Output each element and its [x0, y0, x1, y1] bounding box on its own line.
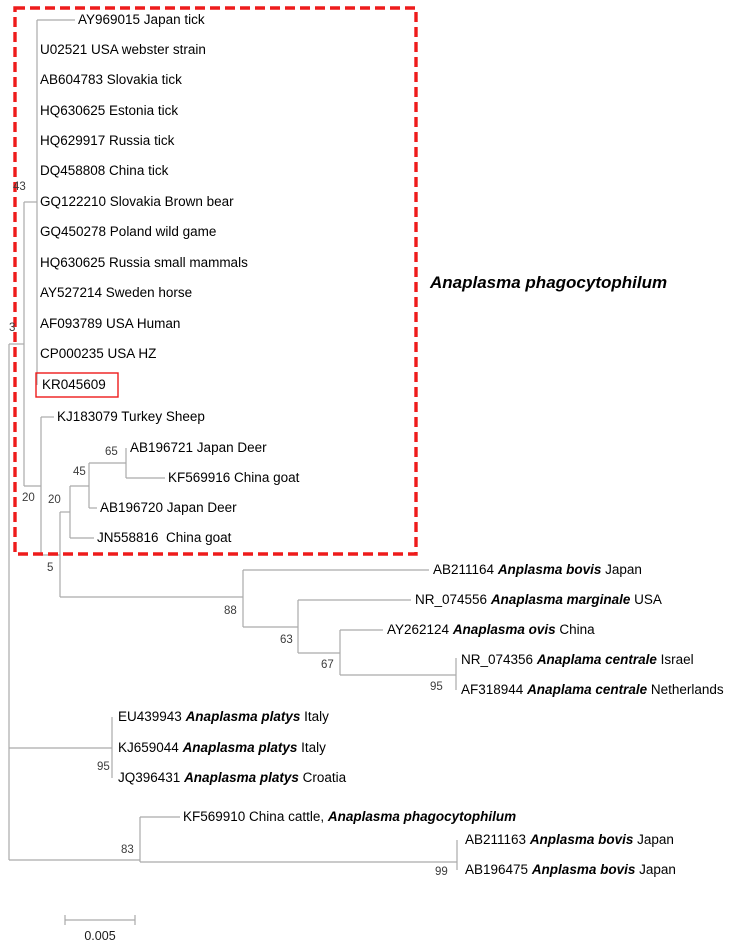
accession-text: AY527214 Sweden horse — [40, 285, 193, 300]
species-name: Anaplama centrale — [536, 652, 657, 667]
bootstrap-value: 65 — [105, 446, 118, 458]
taxon-label — [42, 375, 106, 395]
taxon-label — [387, 620, 595, 640]
accession-text: HQ630625 Russia small mammals — [40, 255, 248, 270]
species-name: Anaplasma platys — [185, 709, 301, 724]
accession-text: NR_074356 — [461, 652, 537, 667]
accession-text: AY969015 Japan tick — [78, 12, 205, 27]
accession-text: JN558816 China goat — [97, 530, 232, 545]
accession-text: GQ122210 Slovakia Brown bear — [40, 194, 234, 209]
accession-text: Netherlands — [647, 682, 724, 697]
taxon-label — [40, 70, 182, 90]
accession-text: U02521 USA webster strain — [40, 42, 206, 57]
taxon-label — [78, 10, 205, 30]
species-name: Anaplasma marginale — [490, 592, 631, 607]
taxon-label — [40, 314, 180, 334]
taxon-label — [465, 860, 676, 880]
bootstrap-value: 63 — [280, 634, 293, 646]
accession-text: USA — [630, 592, 662, 607]
accession-text: AB196720 Japan Deer — [100, 500, 237, 515]
accession-text: KR045609 — [42, 377, 106, 392]
taxon-label — [40, 40, 206, 60]
bootstrap-value: 20 — [22, 492, 35, 504]
bootstrap-value: 83 — [121, 844, 134, 856]
accession-text: AF093789 USA Human — [40, 316, 181, 331]
accession-text: KJ183079 Turkey Sheep — [57, 409, 205, 424]
taxon-label — [40, 344, 156, 364]
accession-text: AB604783 Slovakia tick — [40, 72, 182, 87]
accession-text: KJ659044 — [118, 740, 183, 755]
taxon-label — [40, 283, 192, 303]
taxon-label — [461, 680, 724, 700]
taxon-label — [415, 590, 662, 610]
accession-text: KF569910 China cattle, — [183, 809, 328, 824]
species-name: Anplasma bovis — [529, 832, 634, 847]
taxon-label — [168, 468, 299, 488]
accession-text: AB211163 — [465, 832, 530, 847]
accession-text: HQ630625 Estonia tick — [40, 103, 179, 118]
species-name: Anaplasma platys — [182, 740, 298, 755]
taxon-label — [100, 498, 237, 518]
taxon-label — [465, 830, 674, 850]
species-name: Anplasma bovis — [497, 562, 602, 577]
species-name: Anaplasma platys — [184, 770, 299, 785]
taxon-label — [40, 222, 216, 242]
accession-text: Japan — [635, 862, 676, 877]
taxon-label — [97, 528, 231, 548]
accession-text: AY262124 — [387, 622, 453, 637]
taxon-label — [40, 192, 234, 212]
bootstrap-value: 88 — [224, 605, 237, 617]
taxon-label — [40, 101, 178, 121]
accession-text: AB196475 — [465, 862, 532, 877]
accession-text: Japan — [601, 562, 642, 577]
accession-text: KF569916 China goat — [168, 470, 300, 485]
taxon-label — [40, 253, 248, 273]
scale-bar-label: 0.005 — [84, 929, 116, 943]
accession-text: AB211164 — [433, 562, 498, 577]
taxon-label — [183, 807, 516, 827]
accession-text: Israel — [656, 652, 694, 667]
bootstrap-value: 67 — [321, 659, 334, 671]
accession-text: AF318944 — [461, 682, 528, 697]
accession-text: Italy — [297, 740, 326, 755]
bootstrap-value: 95 — [97, 761, 110, 773]
taxon-label — [57, 407, 205, 427]
accession-text: DQ458808 China tick — [40, 163, 169, 178]
accession-text: Japan — [633, 832, 674, 847]
accession-text: JQ396431 — [118, 770, 185, 785]
accession-text: Croatia — [298, 770, 347, 785]
clade-title: Anaplasma phagocytophilum — [430, 273, 668, 292]
bootstrap-value: 99 — [435, 866, 448, 878]
bootstrap-value: 43 — [13, 181, 26, 193]
accession-text: China — [555, 622, 595, 637]
species-name: Anaplama centrale — [527, 682, 648, 697]
taxon-label — [461, 650, 694, 670]
bootstrap-value: 20 — [48, 494, 61, 506]
species-name: Anaplasma ovis — [452, 622, 556, 637]
accession-text: EU439943 — [118, 709, 186, 724]
accession-text: Italy — [300, 709, 329, 724]
taxon-label — [130, 438, 267, 458]
accession-text: NR_074556 — [415, 592, 491, 607]
accession-text: AB196721 Japan Deer — [130, 440, 267, 455]
taxon-label — [118, 707, 329, 727]
bootstrap-value: 3 — [9, 322, 16, 334]
taxon-label — [118, 768, 346, 788]
bootstrap-value: 45 — [73, 466, 86, 478]
bootstrap-value: 5 — [47, 562, 54, 574]
taxon-label — [433, 560, 642, 580]
bootstrap-value: 95 — [430, 681, 443, 693]
taxon-label — [118, 738, 326, 758]
accession-text: HQ629917 Russia tick — [40, 133, 175, 148]
accession-text: GQ450278 Poland wild game — [40, 224, 217, 239]
taxon-label — [40, 161, 168, 181]
species-name: Anplasma bovis — [531, 862, 636, 877]
taxon-label — [40, 131, 174, 151]
species-name: Anaplasma phagocytophilum — [327, 809, 517, 824]
accession-text: CP000235 USA HZ — [40, 346, 157, 361]
